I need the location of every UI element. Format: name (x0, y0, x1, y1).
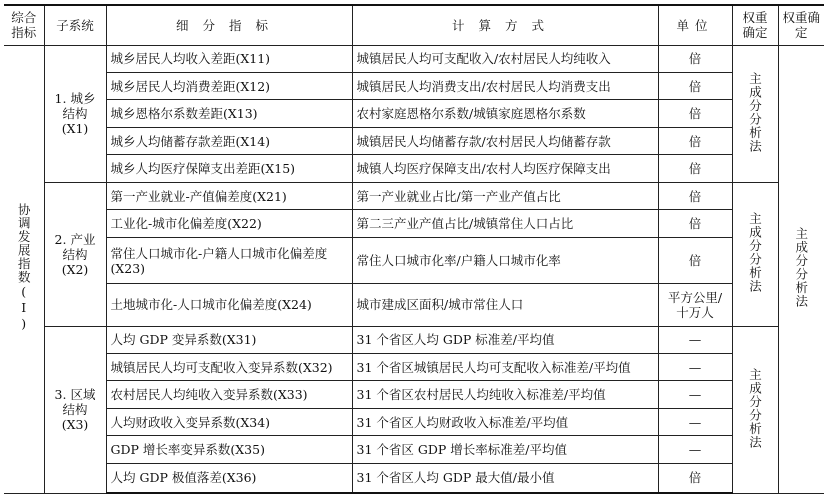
composite-index-label: 协调发展指数(I) (16, 203, 32, 332)
indicator-x36: 人均 GDP 极值落差(X36) (106, 463, 352, 493)
indicator-x24: 土地城市化-人口城市化偏差度(X24) (106, 284, 352, 326)
indicator-x23: 常住人口城市化-户籍人口城市化偏差度(X23) (106, 237, 352, 283)
unit-x23: 倍 (658, 237, 732, 283)
indicator-table (4, 4, 824, 494)
unit-x24: 平方公里/十万人 (658, 284, 732, 326)
header-subsystem: 子系统 (44, 5, 106, 45)
method-x32: 31 个省区城镇居民人均可支配收入标准差/平均值 (352, 353, 658, 380)
unit-x12: 倍 (658, 72, 732, 99)
method-x21: 第一产业就业占比/第一产业产值占比 (352, 182, 658, 209)
header-indicator: 细分指标 (106, 5, 352, 45)
table-row (4, 237, 824, 283)
header-method: 计算方式 (352, 5, 658, 45)
unit-x11: 倍 (658, 45, 732, 72)
indicator-x12: 城乡居民人均消费差距(X12) (106, 72, 352, 99)
indicator-x33: 农村居民人均纯收入变异系数(X33) (106, 381, 352, 408)
unit-x36: 倍 (658, 463, 732, 493)
table-row (4, 326, 824, 353)
indicator-x15: 城乡人均医疗保障支出差距(X15) (106, 155, 352, 182)
method-x14: 城镇居民人均储蓄存款/农村居民人均储蓄存款 (352, 127, 658, 154)
indicator-x13: 城乡恩格尔系数差距(X13) (106, 100, 352, 127)
indicator-x34: 人均财政收入变异系数(X34) (106, 408, 352, 435)
indicator-x21: 第一产业就业-产值偏差度(X21) (106, 182, 352, 209)
table-row (4, 45, 824, 72)
subsystem-3-line1: 3. 区域 (54, 387, 96, 402)
method-x34: 31 个省区人均财政收入标准差/平均值 (352, 408, 658, 435)
unit-x31: — (658, 326, 732, 353)
method-x36: 31 个省区人均 GDP 最大值/最小值 (352, 463, 658, 493)
table-row (4, 353, 824, 380)
subsystem-2-line3: (X2) (61, 261, 89, 277)
subsystem-2-line2: 结构 (62, 246, 88, 262)
weight-subsystem-3: 主成分分析法 (732, 326, 778, 493)
unit-x35: — (658, 436, 732, 463)
method-x15: 城镇人均医疗保障支出/农村人均医疗保障支出 (352, 155, 658, 182)
subsystem-2-cell (44, 182, 106, 326)
table-row (4, 436, 824, 463)
method-x13: 农村家庭恩格尔系数/城镇家庭恩格尔系数 (352, 100, 658, 127)
method-x31: 31 个省区人均 GDP 标准差/平均值 (352, 326, 658, 353)
composite-index-cell (4, 45, 44, 493)
unit-x22: 倍 (658, 210, 732, 237)
table-row (4, 284, 824, 326)
indicator-x31: 人均 GDP 变异系数(X31) (106, 326, 352, 353)
unit-x33: — (658, 381, 732, 408)
table-row (4, 182, 824, 209)
unit-x34: — (658, 408, 732, 435)
table-row (4, 463, 824, 493)
header-row (4, 5, 824, 45)
header-unit: 单位 (658, 5, 732, 45)
unit-x32: — (658, 353, 732, 380)
indicator-x14: 城乡人均储蓄存款差距(X14) (106, 127, 352, 154)
method-x11: 城镇居民人均可支配收入/农村居民人均纯收入 (352, 45, 658, 72)
table-row (4, 381, 824, 408)
table-row (4, 408, 824, 435)
indicator-table-container (4, 4, 824, 494)
unit-x15: 倍 (658, 155, 732, 182)
unit-x14: 倍 (658, 127, 732, 154)
table-row (4, 72, 824, 99)
header-composite: 综合指标 (4, 5, 44, 45)
unit-x21: 倍 (658, 182, 732, 209)
indicator-x22: 工业化-城市化偏差度(X22) (106, 210, 352, 237)
header-weight-composite: 权重确定 (778, 5, 824, 45)
method-x23: 常住人口城市化率/户籍人口城市化率 (352, 237, 658, 283)
table-row (4, 210, 824, 237)
subsystem-3-line2: 结构 (62, 402, 88, 417)
method-x12: 城镇居民人均消费支出/农村居民人均消费支出 (352, 72, 658, 99)
subsystem-1-line1: 1. 城乡 (54, 91, 96, 107)
unit-x13: 倍 (658, 100, 732, 127)
indicator-x32: 城镇居民人均可支配收入变异系数(X32) (106, 353, 352, 380)
method-x24: 城市建成区面积/城市常住人口 (352, 284, 658, 326)
weight-composite: 主成分分析法 (778, 45, 824, 493)
subsystem-1-cell (44, 45, 106, 182)
header-weight-sub: 权重确定 (732, 5, 778, 45)
indicator-x11: 城乡居民人均收入差距(X11) (106, 45, 352, 72)
method-x22: 第二三产业产值占比/城镇常住人口占比 (352, 210, 658, 237)
table-row (4, 155, 824, 182)
weight-subsystem-1: 主成分分析法 (732, 45, 778, 182)
indicator-x35: GDP 增长率变异系数(X35) (106, 436, 352, 463)
method-x35: 31 个省区 GDP 增长率标准差/平均值 (352, 436, 658, 463)
subsystem-1-line2: 结构 (62, 106, 88, 122)
method-x33: 31 个省区农村居民人均纯收入标准差/平均值 (352, 381, 658, 408)
subsystem-1-line3: (X1) (61, 121, 89, 137)
subsystem-3-cell (44, 326, 106, 493)
weight-subsystem-2: 主成分分析法 (732, 182, 778, 326)
table-row (4, 100, 824, 127)
subsystem-3-line3: (X3) (61, 417, 89, 432)
table-row (4, 127, 824, 154)
subsystem-2-line1: 2. 产业 (54, 231, 96, 247)
